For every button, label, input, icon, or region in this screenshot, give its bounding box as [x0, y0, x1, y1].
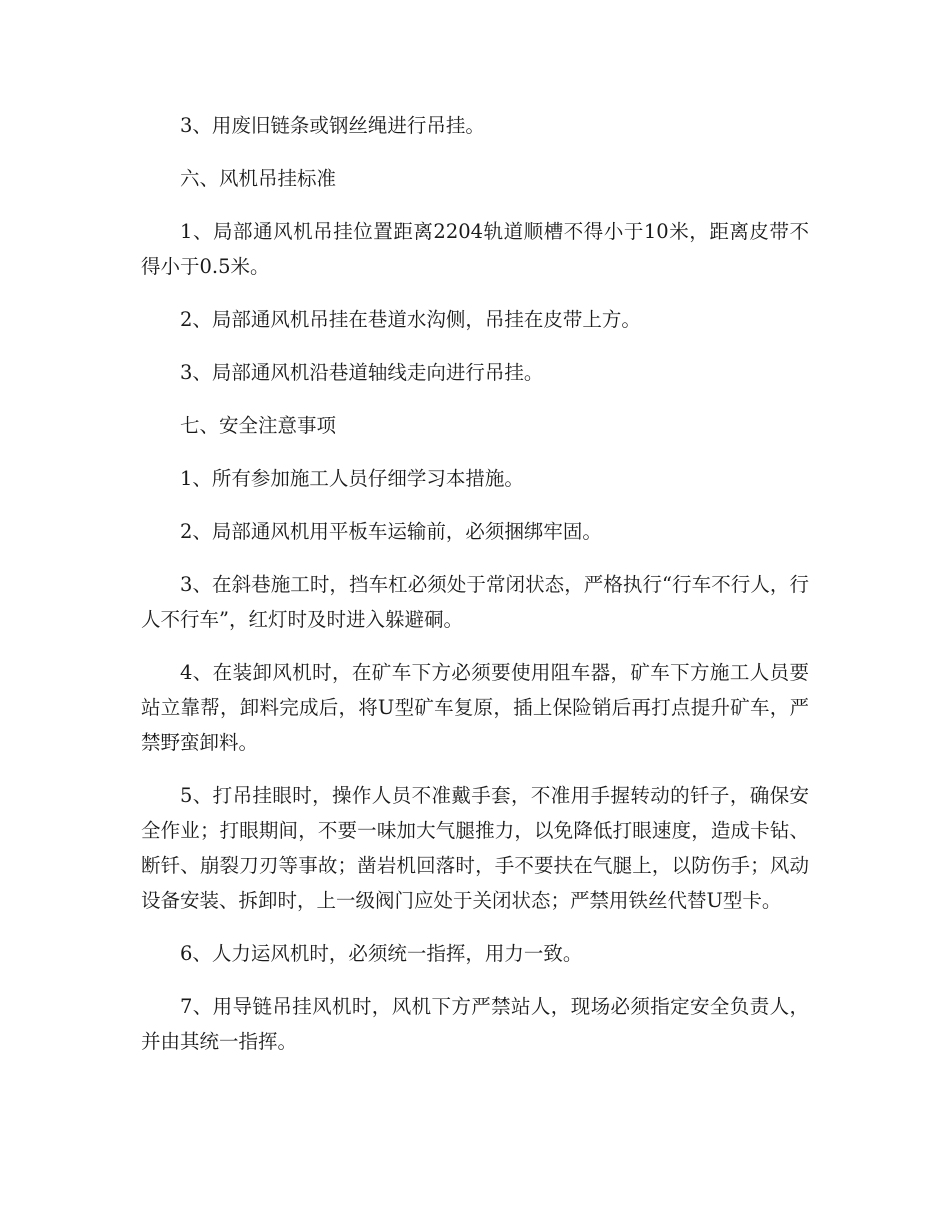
- paragraph: 6、人力运风机时，必须统一指挥，用力一致。: [180, 942, 583, 965]
- paragraph: 3、局部通风机沿巷道轴线走向进行吊挂。: [180, 361, 544, 384]
- paragraph: 7、用导链吊挂风机时，风机下方严禁站人，现场必须指定安全负责人，并由其统一指挥。: [141, 995, 809, 1053]
- paragraph: 3、用废旧链条或钢丝绳进行吊挂。: [180, 114, 485, 137]
- paragraph: 1、局部通风机吊挂位置距离2204轨道顺槽不得小于10米，距离皮带不得小于0.5米。: [141, 220, 809, 278]
- section-heading: 六、风机吊挂标准: [180, 167, 337, 190]
- paragraph: 4、在装卸风机时，在矿车下方必须要使用阻车器，矿车下方施工人员要站立靠帮，卸料完成后，将U型矿车复原，插上保险销后再打点提升矿车，严禁野蛮卸料。: [141, 661, 809, 754]
- paragraph: 1、所有参加施工人员仔细学习本措施。: [180, 467, 524, 490]
- document-body: [141, 108, 809, 1077]
- section-heading: 七、安全注意事项: [180, 414, 337, 437]
- paragraph: 3、在斜巷施工时，挡车杠必须处于常闭状态，严格执行“行车不行人，行人不行车”，红灯时及时进入躲避硐。: [141, 573, 809, 631]
- paragraph: 5、打吊挂眼时，操作人员不准戴手套，不准用手握转动的钎子，确保安全作业；打眼期间，不要一味加大气腿推力，以免降低打眼速度，造成卡钻、断钎、崩裂刀刃等事故；凿岩机回落时，手不要扶在气腿上，以防伤手；风动设备安装、拆卸时，上一级阀门应处于关闭状态；严禁用铁丝代替U型卡。: [141, 784, 809, 912]
- paragraph: 2、局部通风机用平板车运输前，必须捆绑牢固。: [180, 520, 602, 543]
- paragraph: 2、局部通风机吊挂在巷道水沟侧，吊挂在皮带上方。: [180, 308, 641, 331]
